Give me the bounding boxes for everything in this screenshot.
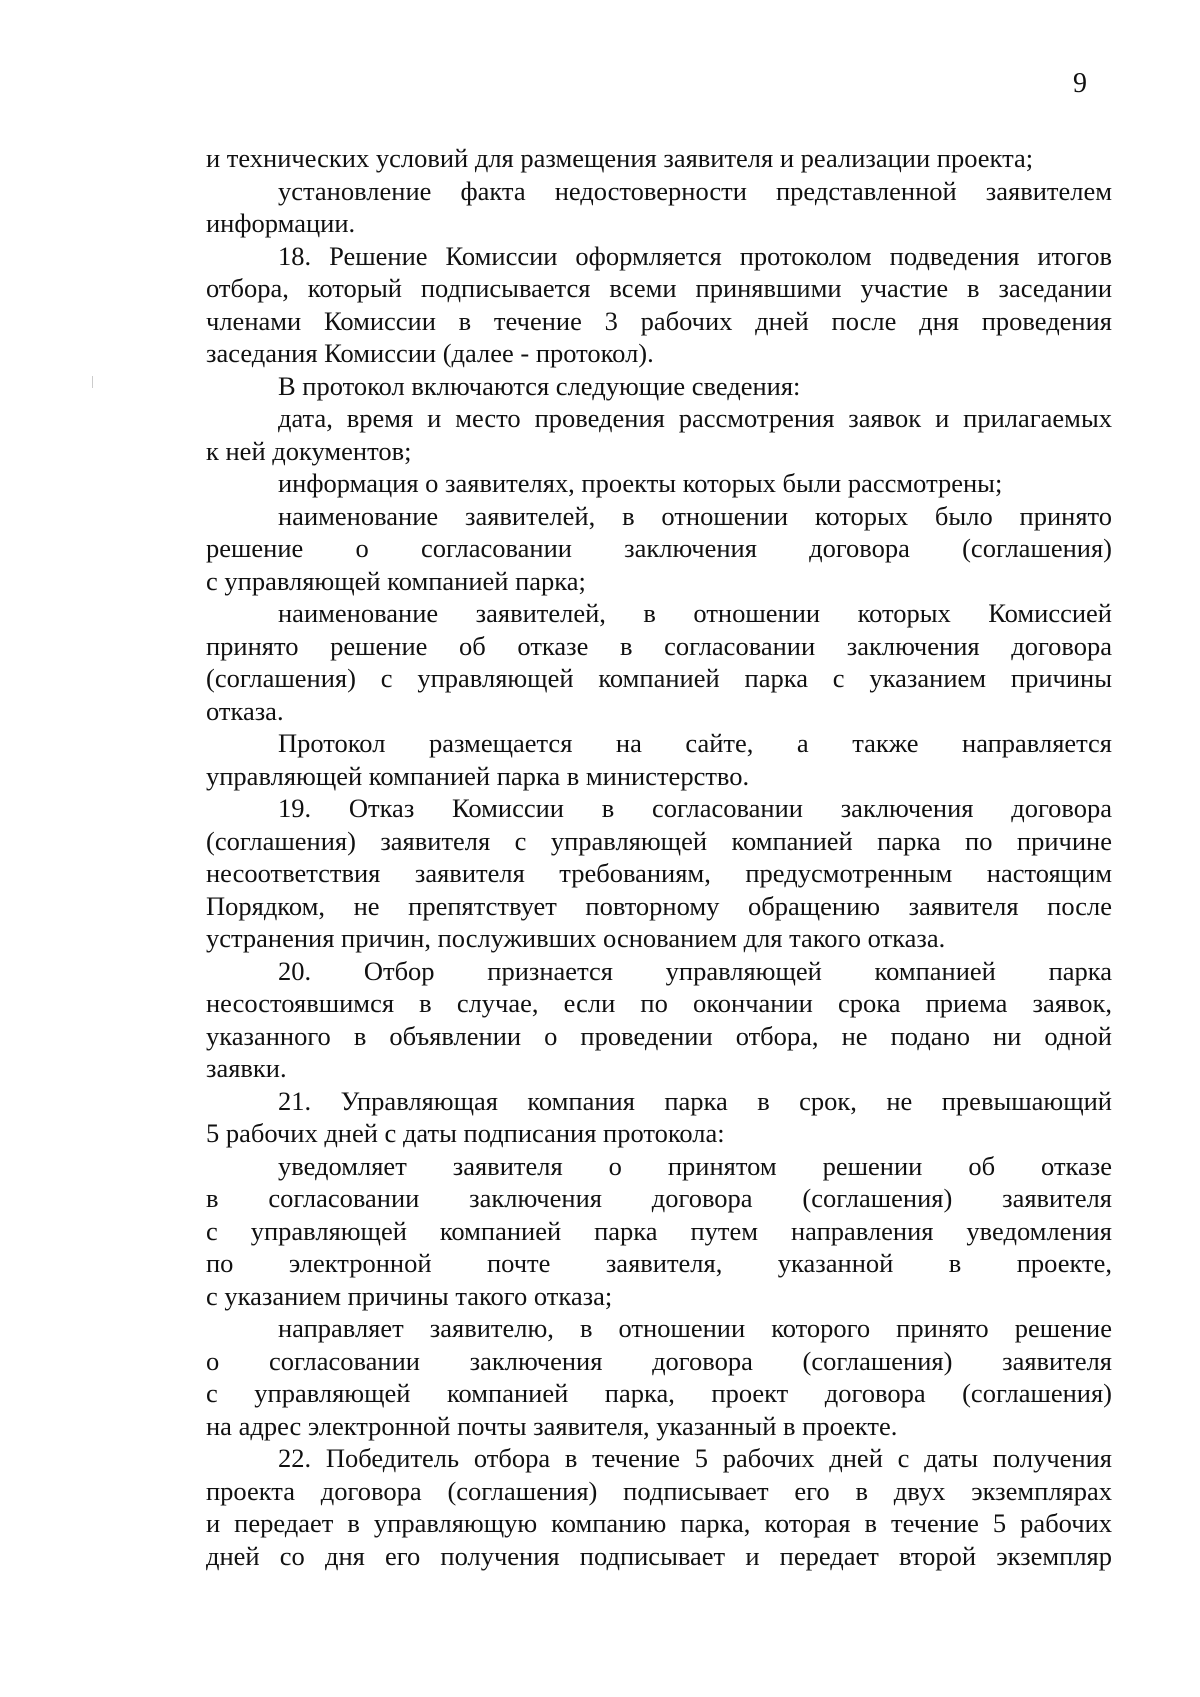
text-line: дней со дня его получения подписывает и передает второй экземпляр bbox=[206, 1540, 1112, 1571]
text-line: Протокол размещается на сайте, а также направляется bbox=[278, 728, 1112, 758]
text-line: (соглашения) заявителя с управляющей компанией парка по причине bbox=[206, 825, 1112, 856]
text-line: в согласовании заключения договора (соглашения) заявителя bbox=[206, 1183, 1112, 1213]
text-line: Порядком, не препятствует повторному обращению заявителя после bbox=[206, 890, 1112, 921]
text-line: 22. Победитель отбора в течение 5 рабочих дней с даты получения bbox=[278, 1443, 1112, 1473]
text-line: несостоявшимся в случае, если по окончании срока приема заявок, bbox=[206, 988, 1112, 1018]
text-line: 18. Решение Комиссии оформляется протоколом подведения итогов bbox=[278, 240, 1112, 271]
text-line: заявки. bbox=[206, 1053, 287, 1083]
text-line: направляет заявителю, в отношении которого принято решение bbox=[278, 1313, 1112, 1343]
text-line: устранения причин, послуживших основанием для такого отказа. bbox=[206, 923, 946, 953]
text-line: несоответствия заявителя требованиям, предусмотренным настоящим bbox=[206, 858, 1112, 888]
text-line: отказа. bbox=[206, 695, 284, 726]
text-line: отбора, который подписывается всеми принявшими участие в заседании bbox=[206, 273, 1112, 303]
text-line: информации. bbox=[206, 208, 356, 238]
text-line: о согласовании заключения договора (соглашения) заявителя bbox=[206, 1345, 1112, 1376]
text-line: 19. Отказ Комиссии в согласовании заключения договора bbox=[278, 793, 1112, 823]
text-line: принято решение об отказе в согласовании заключения договора bbox=[206, 630, 1112, 661]
page-number: 9 bbox=[1073, 68, 1087, 99]
text-line: по электронной почте заявителя, указанной в проекте, bbox=[206, 1248, 1112, 1278]
text-line: управляющей компанией парка в министерство. bbox=[206, 760, 750, 791]
text-line: с указанием причины такого отказа; bbox=[206, 1280, 613, 1311]
text-line: членами Комиссии в течение 3 рабочих дней после дня проведения bbox=[206, 305, 1112, 336]
text-line: 21. Управляющая компания парка в срок, не превышающий bbox=[278, 1085, 1112, 1116]
text-line: (соглашения) с управляющей компанией парка с указанием причины bbox=[206, 663, 1112, 693]
text-line: на адрес электронной почты заявителя, указанный в проекте. bbox=[206, 1410, 898, 1441]
text-line: решение о согласовании заключения договора (соглашения) bbox=[206, 533, 1112, 563]
text-line: уведомляет заявителя о принятом решении об отказе bbox=[278, 1150, 1112, 1181]
text-line: заседания Комиссии (далее - протокол). bbox=[206, 338, 654, 368]
text-line: с управляющей компанией парка; bbox=[206, 565, 586, 596]
text-line: наименование заявителей, в отношении которых Комиссией bbox=[278, 598, 1112, 628]
text-line: с управляющей компанией парка, проект договора (соглашения) bbox=[206, 1378, 1112, 1408]
text-line: В протокол включаются следующие сведения: bbox=[278, 370, 801, 401]
text-line: к ней документов; bbox=[206, 435, 412, 466]
text-line: с управляющей компанией парка путем направления уведомления bbox=[206, 1215, 1112, 1246]
scan-mark bbox=[92, 376, 93, 388]
text-line: указанного в объявлении о проведении отбора, не подано ни одной bbox=[206, 1020, 1112, 1051]
text-line: информация о заявителях, проекты которых были рассмотрены; bbox=[278, 468, 1003, 498]
text-line: дата, время и место проведения рассмотрения заявок и прилагаемых bbox=[278, 403, 1112, 433]
text-line: 20. Отбор признается управляющей компанией парка bbox=[278, 955, 1112, 986]
text-line: и передает в управляющую компанию парка, которая в течение 5 рабочих bbox=[206, 1508, 1112, 1538]
document-body bbox=[206, 142, 1112, 1572]
text-line: проекта договора (соглашения) подписывает его в двух экземплярах bbox=[206, 1475, 1112, 1506]
text-line: и технических условий для размещения заявителя и реализации проекта; bbox=[206, 143, 1034, 173]
text-line: установление факта недостоверности представленной заявителем bbox=[278, 175, 1112, 206]
text-line: 5 рабочих дней с даты подписания протокола: bbox=[206, 1118, 725, 1148]
text-line: наименование заявителей, в отношении которых было принято bbox=[278, 500, 1112, 531]
